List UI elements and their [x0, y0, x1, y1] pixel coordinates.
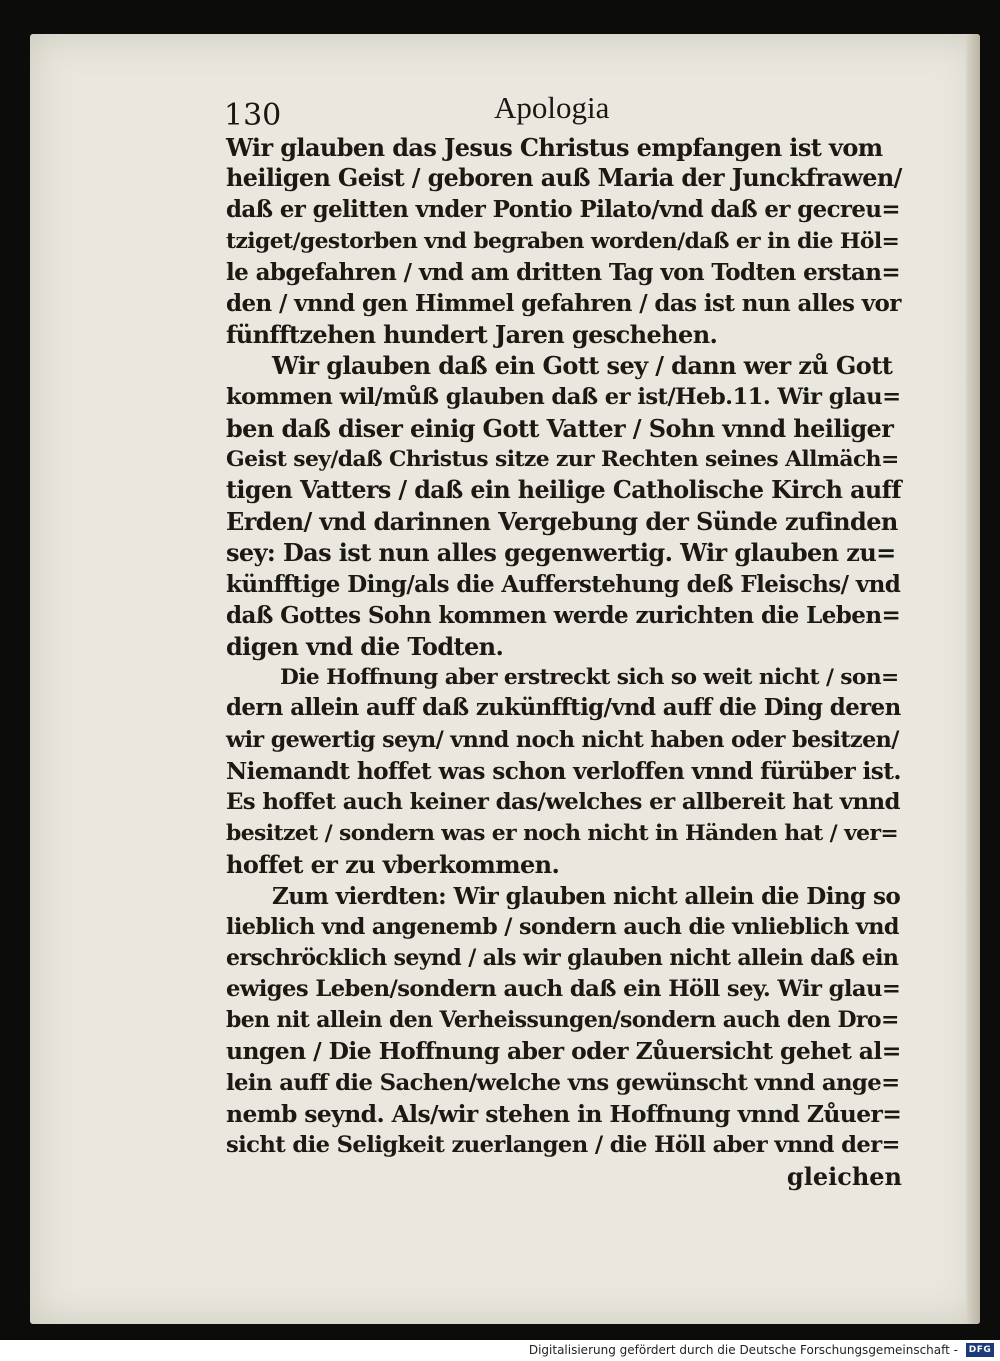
running-head: Apologia	[494, 90, 610, 125]
text-line: ungen / Die Hoffnung aber oder Zůuersicht gehet al=	[226, 1037, 901, 1066]
text-line: künfftige Ding/als die Aufferstehung deß Fleischs/ vnd	[226, 570, 901, 598]
page-edge	[966, 34, 980, 1324]
digitization-footer	[0, 1340, 1000, 1361]
text-line: hoffet er zu vberkommen.	[226, 850, 560, 880]
text-line: ewiges Leben/sondern auch daß ein Höll sey. Wir glau=	[226, 976, 901, 1003]
text-line: Geist sey/daß Christus sitze zur Rechten seines Allmäch=	[226, 445, 899, 472]
text-line: daß Gottes Sohn kommen werde zurichten die Leben=	[226, 601, 901, 629]
text-line: Wir glauben das Jesus Christus empfangen ist vom	[226, 133, 883, 162]
text-line: Die Hoffnung aber erstreckt sich so weit nicht / son=	[280, 665, 899, 691]
text-line: tigen Vatters / daß ein heilige Catholische Kirch auff	[226, 476, 901, 505]
text-line: nemb seynd. Als/wir stehen in Hoffnung vnnd Zůuer=	[226, 1099, 902, 1128]
text-line: digen vnd die Todten.	[226, 632, 504, 661]
text-line: fünfftzehen hundert Jaren geschehen.	[226, 320, 718, 350]
text-line: den / vnnd gen Himmel gefahren / das ist nun alles vor	[226, 289, 901, 317]
body-text	[226, 132, 902, 1192]
text-line: sey: Das ist nun alles gegenwertig. Wir glauben zu=	[226, 538, 896, 568]
text-line: tziget/gestorben vnd begraben worden/daß er in die Höl=	[226, 227, 900, 254]
text-line: Zum vierdten: Wir glauben nicht allein die Ding so	[272, 882, 901, 910]
text-line: Erden/ vnd darinnen Vergebung der Sünde zufinden	[226, 507, 898, 537]
text-line: heiligen Geist / geboren auß Maria der Junckfrawen/	[226, 164, 902, 193]
text-line: ben daß diser einig Gott Vatter / Sohn vnnd heiliger	[226, 413, 894, 443]
funding-credit: Digitalisierung gefördert durch die Deutsche Forschungsgemeinschaft -	[528, 1343, 958, 1357]
text-line: ben nit allein den Verheissungen/sondern auch den Dro=	[226, 1007, 899, 1034]
text-line: Es hoffet auch keiner das/welches er allbereit hat vnnd	[226, 788, 900, 815]
text-line: lieblich vnd angenemb / sondern auch die vnlieblich vnd	[226, 913, 899, 940]
text-line: besitzet / sondern was er noch nicht in Händen hat / ver=	[226, 820, 899, 847]
text-line: kommen wil/můß glauben daß er ist/Heb.11. Wir glau=	[226, 383, 901, 410]
catchword: gleichen	[786, 1162, 902, 1192]
page-number: 130	[224, 98, 282, 133]
text-line: Niemandt hoffet was schon verloffen vnnd fürüber ist.	[226, 757, 901, 785]
dfg-logo: DFG	[966, 1343, 994, 1357]
text-line: Wir glauben daß ein Gott sey / dann wer zů Gott	[272, 351, 893, 381]
text-line: lein auff die Sachen/welche vns gewünscht vnnd ange=	[226, 1069, 900, 1096]
text-line: wir gewertig seyn/ vnnd noch nicht haben oder besitzen/	[226, 726, 899, 753]
book-page	[30, 34, 980, 1324]
text-line: le abgefahren / vnd am dritten Tag von Todten erstan=	[226, 258, 901, 286]
text-line: erschröcklich seynd / als wir glauben nicht allein daß ein	[226, 944, 899, 971]
text-line: sicht die Seligkeit zuerlangen / die Höll aber vnnd der=	[226, 1132, 900, 1158]
text-line: daß er gelitten vnder Pontio Pilato/vnd daß er gecreu=	[226, 196, 901, 224]
text-line: dern allein auff daß zukünfftig/vnd auff die Ding deren	[226, 695, 901, 722]
